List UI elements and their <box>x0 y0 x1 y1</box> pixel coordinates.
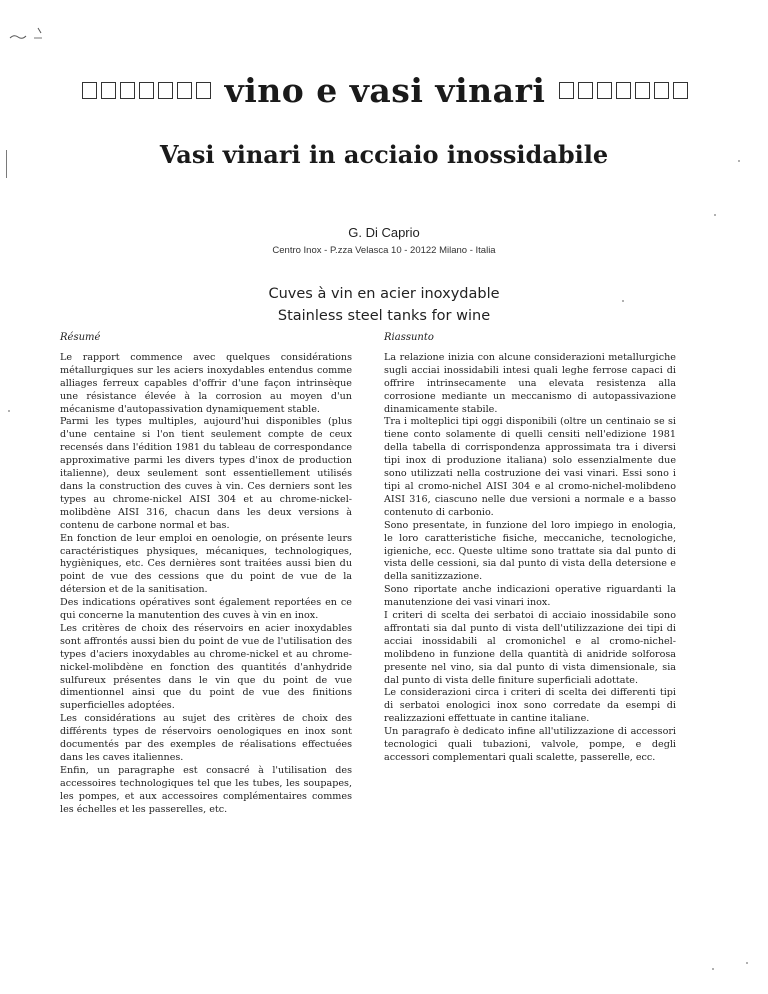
scan-mark <box>8 24 48 44</box>
series-header <box>40 70 730 110</box>
resume-paragraph: Enfin, un paragraphe est consacré à l'utilisation des accessoires technologiques tel que les tubes, les soupapes, les pompes, et aux accessoires complémentaires commes les échelles et les passerelles, etc. <box>60 764 352 815</box>
decorative-box <box>196 82 211 99</box>
decorative-box <box>654 82 669 99</box>
riassunto-paragraph: Tra i molteplici tipi oggi disponibili (oltre un centinaio se si tiene conto solamente di quelli censiti nell'edizione 1981 della tabella di corrispondenza approssimata tra i diversi tipi inox di produzione italiana) solo essenzialmente due sono utilizzati nella costruzione dei vasi vinari. Essi sono i tipi al cromo-nichel AISI 304 e al cromo-nichel-molibdeno AISI 316, ciascuno nelle due versioni a normale e a basso contenuto di carbonio. <box>384 416 676 518</box>
resume-paragraph: En fonction de leur emploi en oenologie, on présente leurs caractéristiques physiques, mécaniques, technologiques, hygièniques, etc. Ces dernières sont traitées aussi bien du point de vue des cessions que du point de vue de la détersion et de la sanitisation. <box>60 532 352 596</box>
subtitle-french: Cuves à vin en acier inoxydable <box>268 286 500 302</box>
decorative-box <box>578 82 593 99</box>
riassunto-paragraph: I criteri di scelta dei serbatoi di acciaio inossidabile sono affrontati sia dal punto di vista dell'utilizzazione dei tipi di acciai inossidabili al cromonichel e al cromo-nichel-molibdeno in funzione della quantità di anidride solforosa presente nel vino, sia dal punto di vista dimensionale, sia dal punto di vista delle finiture superficiali adottate. <box>384 610 676 686</box>
series-title: vino e vasi vinari <box>224 70 546 110</box>
decorative-box <box>177 82 192 99</box>
scan-speck <box>714 214 716 216</box>
riassunto-paragraph: Sono riportate anche indicazioni operative riguardanti la manutenzione dei vasi vinari inox. <box>384 584 676 609</box>
author-affiliation: Centro Inox - P.zza Velasca 10 - 20122 Milano - Italia <box>272 245 496 256</box>
scan-speck <box>8 410 10 412</box>
riassunto-paragraph: La relazione inizia con alcune considerazioni metallurgiche sugli acciai inossidabili intesi quali leghe ferrose capaci di offrire intrinsecamente una elevata resistenza alla corrosione mediante un meccanismo di autopassivazione dinamicamente stabile. <box>384 351 676 415</box>
decorative-box <box>616 82 631 99</box>
decorative-box <box>559 82 574 99</box>
scan-speck <box>746 962 748 964</box>
riassunto-paragraph: Un paragrafo è dedicato infine all'utilizzazione di accessori tecnologici quali tubazioni, valvole, pompe, e degli accessori complementari quali scalette, passerelle, ecc. <box>384 726 676 763</box>
decorative-box <box>635 82 650 99</box>
resume-column <box>60 332 352 817</box>
decorative-box <box>82 82 97 99</box>
decorative-box <box>139 82 154 99</box>
resume-paragraph: Parmi les types multiples, aujourd'hui disponibles (plus d'une centaine si l'on tient seulement compte de ceux recensés dans l'édition 1981 du tableau de correspondance approximative parmi les divers types d'inox de production italienne), deux seulement sont essentiellement utilisés dans la construction des cuves à vin. Ces derniers sont les types au chrome-nickel AISI 304 et au chrome-nickel-molibdène AISI 316, chacun dans les deux versions à contenu de carbone normal et bas. <box>60 416 352 531</box>
subtitle-english: Stainless steel tanks for wine <box>277 308 491 324</box>
decorative-box <box>101 82 116 99</box>
riassunto-column <box>384 332 676 765</box>
article-title: Vasi vinari in acciaio inossidabile <box>159 140 609 169</box>
riassunto-paragraph: Sono presentate, in funzione del loro impiego in enologia, le loro caratteristiche fisiche, meccaniche, tecnologiche, igieniche, ecc. Queste ultime sono trattate sia dal punto di vista delle cessioni, sia dal punto di vista della detersione e della sanitizzazione. <box>384 519 676 583</box>
scan-speck <box>712 968 714 970</box>
decorative-box-row-right <box>559 82 688 99</box>
resume-paragraph: Des indications opératives sont également reportées en ce qui concerne la manutention des cuves à vin en inox. <box>60 597 352 622</box>
resume-heading: Résumé <box>60 332 101 343</box>
riassunto-paragraph: Le considerazioni circa i criteri di scelta dei differenti tipi di serbatoi enologici inox sono corredate da esempi di realizzazioni effettuate in cantine italiane. <box>384 687 676 725</box>
resume-paragraph: Le rapport commence avec quelques considérations métallurgiques sur les aciers inoxydables entendus comme alliages ferreux capables d'offrir d'une façon intrinsèque une résistance élevée à la corrosion au moyen d'un mécanisme d'autopassivation dynamiquement stable. <box>60 351 352 415</box>
decorative-box <box>158 82 173 99</box>
decorative-box <box>120 82 135 99</box>
decorative-box-row-left <box>82 82 211 99</box>
riassunto-heading: Riassunto <box>384 332 434 343</box>
author-name: G. Di Caprio <box>348 225 420 240</box>
resume-paragraph: Les considérations au sujet des critères de choix des différents types de réservoirs oenologiques en inox sont documentés par des exemples de réalisations effectuées dans les caves italiennes. <box>60 713 352 763</box>
resume-paragraph: Les critères de choix des réservoirs en acier inoxydables sont affrontés aussi bien du point de vue de l'utilisation des types d'aciers inoxydables au chrome-nickel et au chrome-nickel-molibdène en fonction des quantités d'anhydride sulfureux présentes dans le vin que du point de vue dimentionnel ainsi que du point de vue des finitions superficielles adoptées. <box>60 622 352 712</box>
decorative-box <box>597 82 612 99</box>
decorative-box <box>673 82 688 99</box>
